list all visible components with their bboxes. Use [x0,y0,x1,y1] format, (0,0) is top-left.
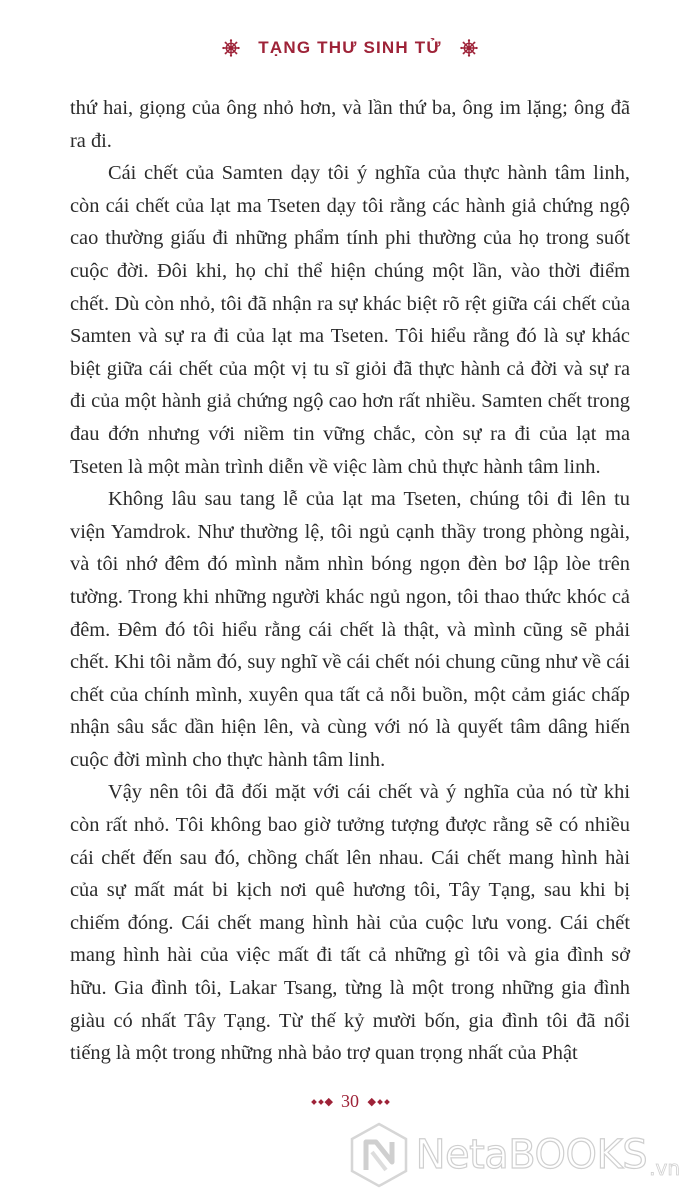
watermark [348,1122,680,1198]
watermark-suffix: .vn [649,1155,680,1180]
dharma-wheel-icon [460,39,478,57]
watermark-brand: NetaBOOKS [415,1131,648,1178]
paragraph-continued: thứ hai, giọng của ông nhỏ hơn, và lần thứ ba, ông im lặng; ông đã ra đi. [70,97,630,152]
diamond-dots-icon [312,1099,332,1105]
paragraph: Không lâu sau tang lễ của lạt ma Tseten, chúng tôi đi lên tu viện Yamdrok. Như thường lệ, tôi ngủ cạnh thầy trong phòng ngài, và tôi nhớ đêm đó mình nằm nhìn bóng ngọn đèn bơ lập lòe trên tường. Trong khi những người khác ngủ ngon, tôi thao thức khóc cả đêm. Đêm đó tôi hiểu rằng cái chết là thật, và mình cũng sẽ phải chết. Khi tôi nằm đó, suy nghĩ về cái chết nói chung cũng như về cái chết của chính mình, xuyên qua tất cả nỗi buồn, một cảm giác chấp nhận sâu sắc dần hiện lên, và cùng với nó là quyết tâm dâng hiến cuộc đời mình cho thực hành tâm linh. [70,488,630,771]
running-head [0,36,700,60]
paragraph-continues-next-page: Vậy nên tôi đã đối mặt với cái chết và ý nghĩa của nó từ khi còn rất nhỏ. Tôi không bao giờ tưởng tượng được rằng sẽ có nhiều cái chết đến sau đó, chồng chất lên nhau. Cái chết mang hình hài của sự mất mát bi kịch nơi quê hương tôi, Tây Tạng, sau khi bị chiếm đóng. Cái chết mang hình hài của cuộc lưu vong. Cái chết mang hình hài của việc mất đi tất cả những gì tôi và gia đình sở hữu. Gia đình tôi, Lakar Tsang, từng là một trong những gia đình giàu có nhất Tây Tạng. Từ thế kỷ mười bốn, gia đình tôi đã nổi tiếng là một trong những nhà bảo trợ quan trọng nhất của Phật [70,781,630,1065]
paragraph: Cái chết của Samten dạy tôi ý nghĩa của thực hành tâm linh, còn cái chết của lạt ma Tseten dạy tôi rằng các hành giả chứng ngộ cao thường giấu đi những phẩm tính phi thường của họ trong suốt cuộc đời. Đôi khi, họ chỉ thể hiện chúng một lần, vào thời điểm chết. Dù còn nhỏ, tôi đã nhận ra sự khác biệt rõ rệt giữa cái chết của Samten và sự ra đi của lạt ma Tseten. Tôi hiểu rằng đó là sự khác biệt giữa cái chết của một vị tu sĩ giỏi đã thực hành cả đời và sự ra đi của một hành giả chứng ngộ cao hơn rất nhiều. Samten chết trong đau đớn nhưng với niềm tin vững chắc, còn sự ra đi của lạt ma Tseten là một màn trình diễn về việc làm chủ thực hành tâm linh. [70,162,630,478]
diamond-dots-icon [369,1099,389,1105]
page-body [70,92,630,1070]
running-title: TẠNG THƯ SINH TỬ [258,38,442,57]
page-number: 30 [341,1091,359,1112]
page-footer [0,1088,700,1116]
dharma-wheel-icon [222,39,240,57]
netabooks-hexagon-logo-icon [348,1122,410,1188]
